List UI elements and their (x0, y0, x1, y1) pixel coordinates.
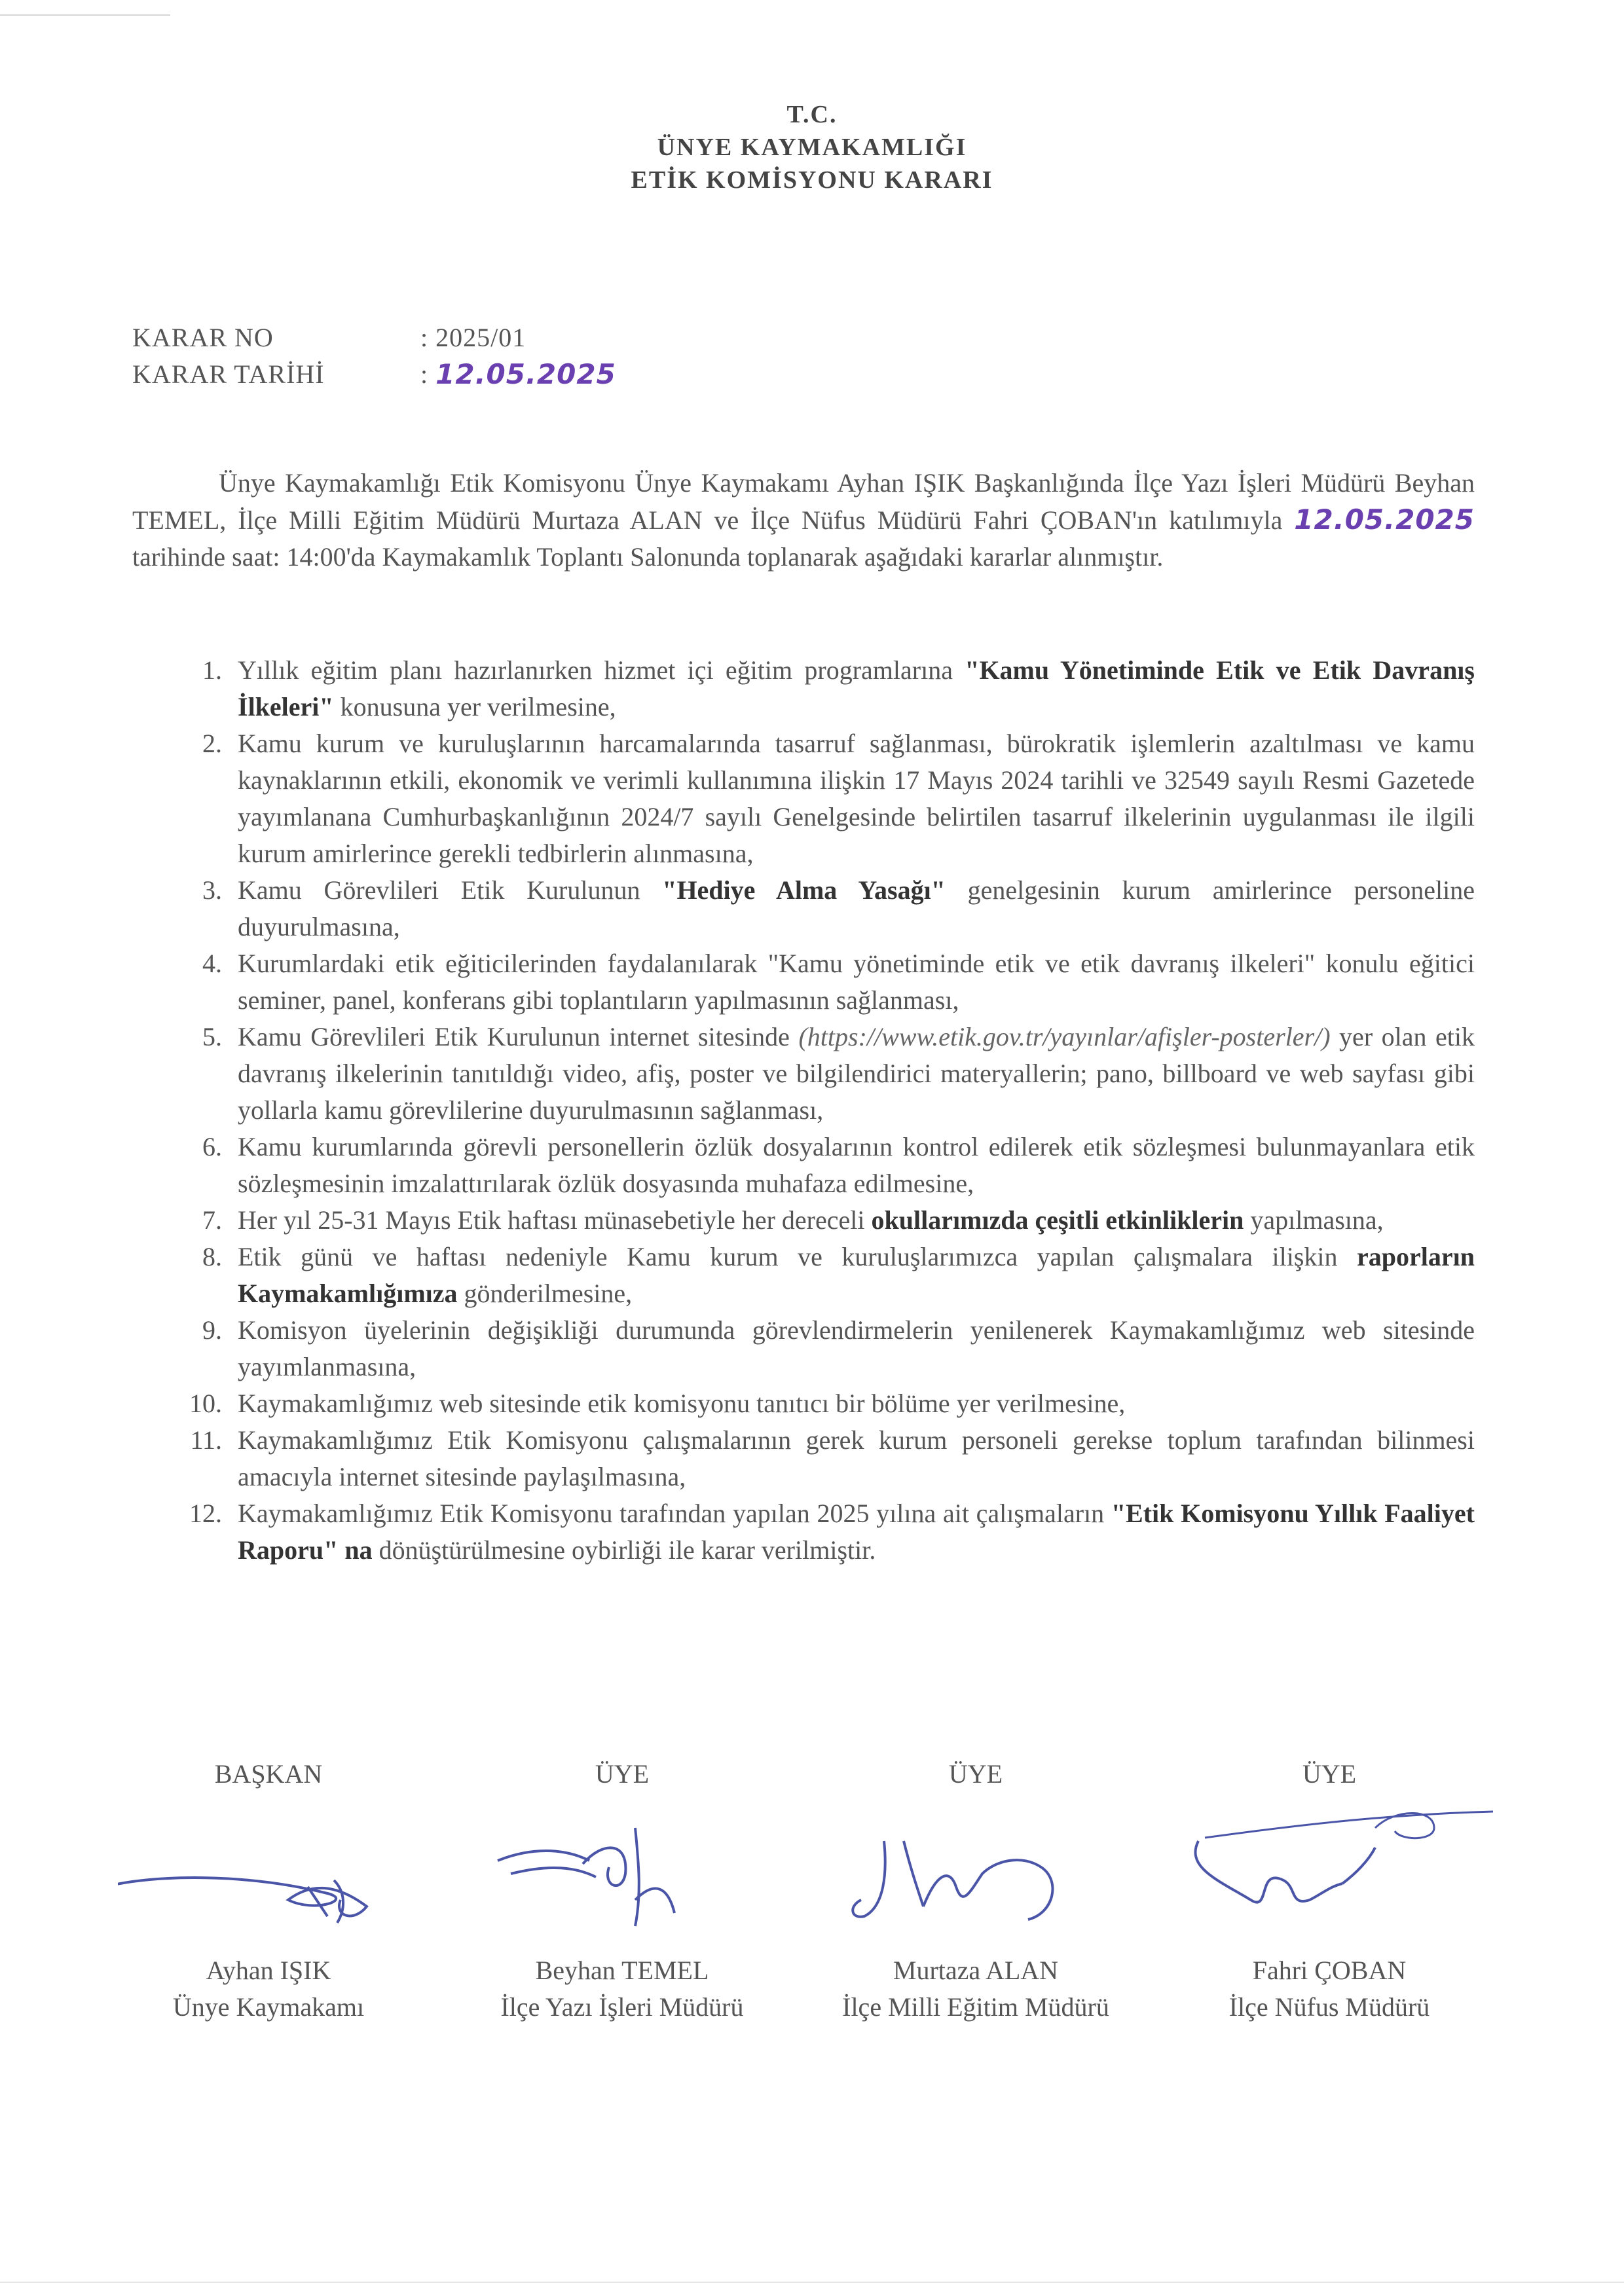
signature-role: ÜYE (948, 1759, 1003, 1789)
decision-item-number: 3. (202, 875, 222, 905)
header-line-tc: T.C. (786, 101, 838, 128)
header-line-title: ETİK KOMİSYONU KARARI (631, 166, 993, 194)
decision-item-segment: yapılmasına, (1244, 1205, 1384, 1235)
decision-item-text (238, 652, 1475, 725)
signature-block (118, 1756, 1506, 2022)
intro-text-end: tarihinde saat: 14:00'da Kaymakamlık Toplantı Salonunda toplanarak aşağıdaki kararlar alınmıştır. (132, 542, 1164, 572)
decision-item-number: 6. (202, 1132, 222, 1161)
decision-item-text (238, 1129, 1475, 1202)
signature-title: Ünye Kaymakamı (172, 1992, 365, 2022)
decision-list (154, 652, 1475, 1569)
decision-item-number: 11. (190, 1425, 222, 1455)
decision-item-segment: gönderilmesine, (457, 1279, 633, 1308)
decision-item-text (238, 945, 1475, 1019)
decision-item (154, 945, 1475, 1019)
decision-item-segment: Kamu Görevlileri Etik Kurulunun internet sitesinde (238, 1022, 799, 1051)
handwritten-signature-icon (825, 1802, 1126, 1933)
signature-title: İlçe Nüfus Müdürü (1228, 1992, 1430, 2022)
decision-item-text (238, 1495, 1475, 1569)
decision-item-bold: "Etik Komisyonu Yıllık Faaliyet Raporu" na (238, 1499, 1475, 1565)
decision-number-value: : 2025/01 (420, 323, 526, 352)
decision-item-segment: Kaymakamlığımız Etik Komisyonu çalışmalarının gerek kurum personeli gerekse toplum tarafından bilinmesi amacıyla internet sitesinde paylaşılmasına, (238, 1425, 1475, 1491)
decision-item-segment: Kaymakamlığımız web sitesinde etik komisyonu tanıtıcı bir bölüme yer verilmesine, (238, 1389, 1126, 1418)
decision-item-number: 10. (189, 1389, 222, 1418)
decision-number-row (132, 319, 616, 356)
decision-item-bold: "Kamu Yönetiminde Etik ve Etik Davranış İlkeleri" (238, 655, 1475, 721)
decision-item-text (238, 1019, 1475, 1129)
decision-item-segment: Kamu kurumlarında görevli personellerin özlük dosyalarının kontrol edilerek etik sözleşmesi bulunmayanlara etik sözleşmesinin imzalattırılarak özlük dosyasında muhafaza edilmesine, (238, 1132, 1475, 1198)
decision-date-handwritten: 12.05.2025 (435, 358, 616, 390)
document-header (0, 98, 1624, 196)
signature-member-1 (471, 1756, 773, 2026)
decision-item-segment: Kurumlardaki etik eğiticilerinden faydalanılarak "Kamu yönetiminde etik ve etik davranış ilkeleri" konulu eğitici seminer, panel, konferans gibi toplantıların yapılmasının sağlanması, (238, 949, 1475, 1015)
decision-item-text (238, 1385, 1475, 1422)
decision-item-text (238, 1202, 1475, 1239)
decision-item-text (238, 872, 1475, 945)
signature-title: İlçe Yazı İşleri Müdürü (500, 1992, 744, 2022)
decision-item-segment: dönüştürülmesine oybirliği ile karar verilmiştir. (372, 1535, 876, 1565)
decision-item-number: 1. (202, 655, 222, 685)
intro-paragraph (132, 465, 1475, 575)
decision-item-segment: genelgesinin kurum amirlerince personeline duyurulmasına, (238, 875, 1475, 941)
decision-item-segment: Her yıl 25-31 Mayıs Etik haftası münasebetiyle her dereceli (238, 1205, 872, 1235)
decision-item (154, 872, 1475, 945)
signature-name: Fahri ÇOBAN (1252, 1956, 1407, 1985)
decision-item (154, 652, 1475, 725)
decision-item (154, 1019, 1475, 1129)
signature-name: Ayhan IŞIK (206, 1956, 331, 1985)
decision-item-segment: Kaymakamlığımız Etik Komisyonu tarafından yapılan 2025 yılına ait çalışmaların (238, 1499, 1111, 1528)
decision-item-number: 2. (202, 729, 222, 758)
decision-item-number: 4. (202, 949, 222, 978)
decision-date-label: KARAR TARİHİ (132, 359, 325, 389)
signature-name: Murtaza ALAN (893, 1956, 1059, 1985)
decision-item-number: 8. (202, 1242, 222, 1271)
decision-item-segment: Kamu Görevlileri Etik Kurulunun (238, 875, 663, 905)
signature-member-3 (1179, 1756, 1480, 2026)
decision-item (154, 1312, 1475, 1385)
decision-item-segment: yer olan etik davranış ilkelerinin tanıtıldığı video, afiş, poster ve bilgilendirici materyallerin; pano, billboard ve web sayfası gibi yollarla kamu görevlilerine duyurulmasının sağlanması, (238, 1022, 1475, 1125)
decision-date-colon: : (420, 359, 436, 389)
decision-number-label: KARAR NO (132, 323, 274, 352)
handwritten-signature-icon (118, 1802, 419, 1933)
intro-date-handwritten: 12.05.2025 (1294, 503, 1475, 536)
scan-edge-line (0, 14, 170, 16)
decision-item-segment: konusuna yer verilmesine, (333, 692, 616, 721)
handwritten-signature-icon (1179, 1802, 1506, 1933)
decision-item-number: 5. (202, 1022, 222, 1051)
decision-item-segment: Etik günü ve haftası nedeniyle Kamu kurum ve kuruluşlarımızca yapılan çalışmalara ilişkin (238, 1242, 1357, 1271)
signature-name: Beyhan TEMEL (535, 1956, 709, 1985)
scan-edge-line (0, 2282, 1624, 2283)
decision-item-number: 7. (202, 1205, 222, 1235)
signature-role: ÜYE (1302, 1759, 1357, 1789)
decision-item-link: (https://www.etik.gov.tr/yayınlar/afişler-posterler/) (798, 1022, 1331, 1051)
signature-role: BAŞKAN (214, 1759, 323, 1789)
decision-item-number: 12. (189, 1499, 222, 1528)
signature-chair (118, 1756, 419, 2026)
decision-item (154, 1422, 1475, 1495)
decision-item-segment: Kamu kurum ve kuruluşlarının harcamalarında tasarruf sağlanması, bürokratik işlemlerin azaltılması ve kamu kaynaklarının etkili, ekonomik ve verimli kullanımına ilişkin 17 Mayıs 2024 tarihli ve 32549 sayılı Resmi Gazetede yayımlanana Cumhurbaşkanlığının 2024/7 sayılı Genelgesinde belirtilen tasarruf ilkelerinin uygulanması ile ilgili kurum amirlerince gerekli tedbirlerin alınmasına, (238, 729, 1475, 868)
decision-item-text (238, 1312, 1475, 1385)
decision-item-bold: okullarımızda çeşitli etkinliklerin (871, 1205, 1244, 1235)
decision-item-bold: "Hediye Alma Yasağı" (662, 875, 946, 905)
decision-item-text (238, 725, 1475, 872)
decision-item-bold: raporların Kaymakamlığımıza (238, 1242, 1475, 1308)
decision-item-segment: Yıllık eğitim planı hazırlanırken hizmet içi eğitim programlarına (238, 655, 965, 685)
decision-item-number: 9. (202, 1315, 222, 1345)
decision-item (154, 1129, 1475, 1202)
decision-item-text (238, 1422, 1475, 1495)
signature-role: ÜYE (595, 1759, 650, 1789)
decision-item (154, 725, 1475, 872)
decision-item (154, 1239, 1475, 1312)
decision-date-row (132, 356, 616, 393)
decision-item (154, 1495, 1475, 1569)
signature-member-2 (825, 1756, 1126, 2026)
decision-item-text (238, 1239, 1475, 1312)
intro-text-start: Ünye Kaymakamlığı Etik Komisyonu Ünye Kaymakamı Ayhan IŞIK Başkanlığında İlçe Yazı İşleri Müdürü Beyhan TEMEL, İlçe Milli Eğitim Müdürü Murtaza ALAN ve İlçe Nüfus Müdürü Fahri ÇOBAN'ın katılımıyla (132, 468, 1475, 535)
decision-item (154, 1385, 1475, 1422)
handwritten-signature-icon (471, 1802, 773, 1933)
decision-item (154, 1202, 1475, 1239)
header-line-institution: ÜNYE KAYMAKAMLIĞI (657, 134, 967, 161)
decision-item-segment: Komisyon üyelerinin değişikliği durumunda görevlendirmelerin yenilenerek Kaymakamlığımız web sitesinde yayımlanmasına, (238, 1315, 1475, 1381)
decision-meta (132, 319, 616, 393)
signature-title: İlçe Milli Eğitim Müdürü (842, 1992, 1109, 2022)
